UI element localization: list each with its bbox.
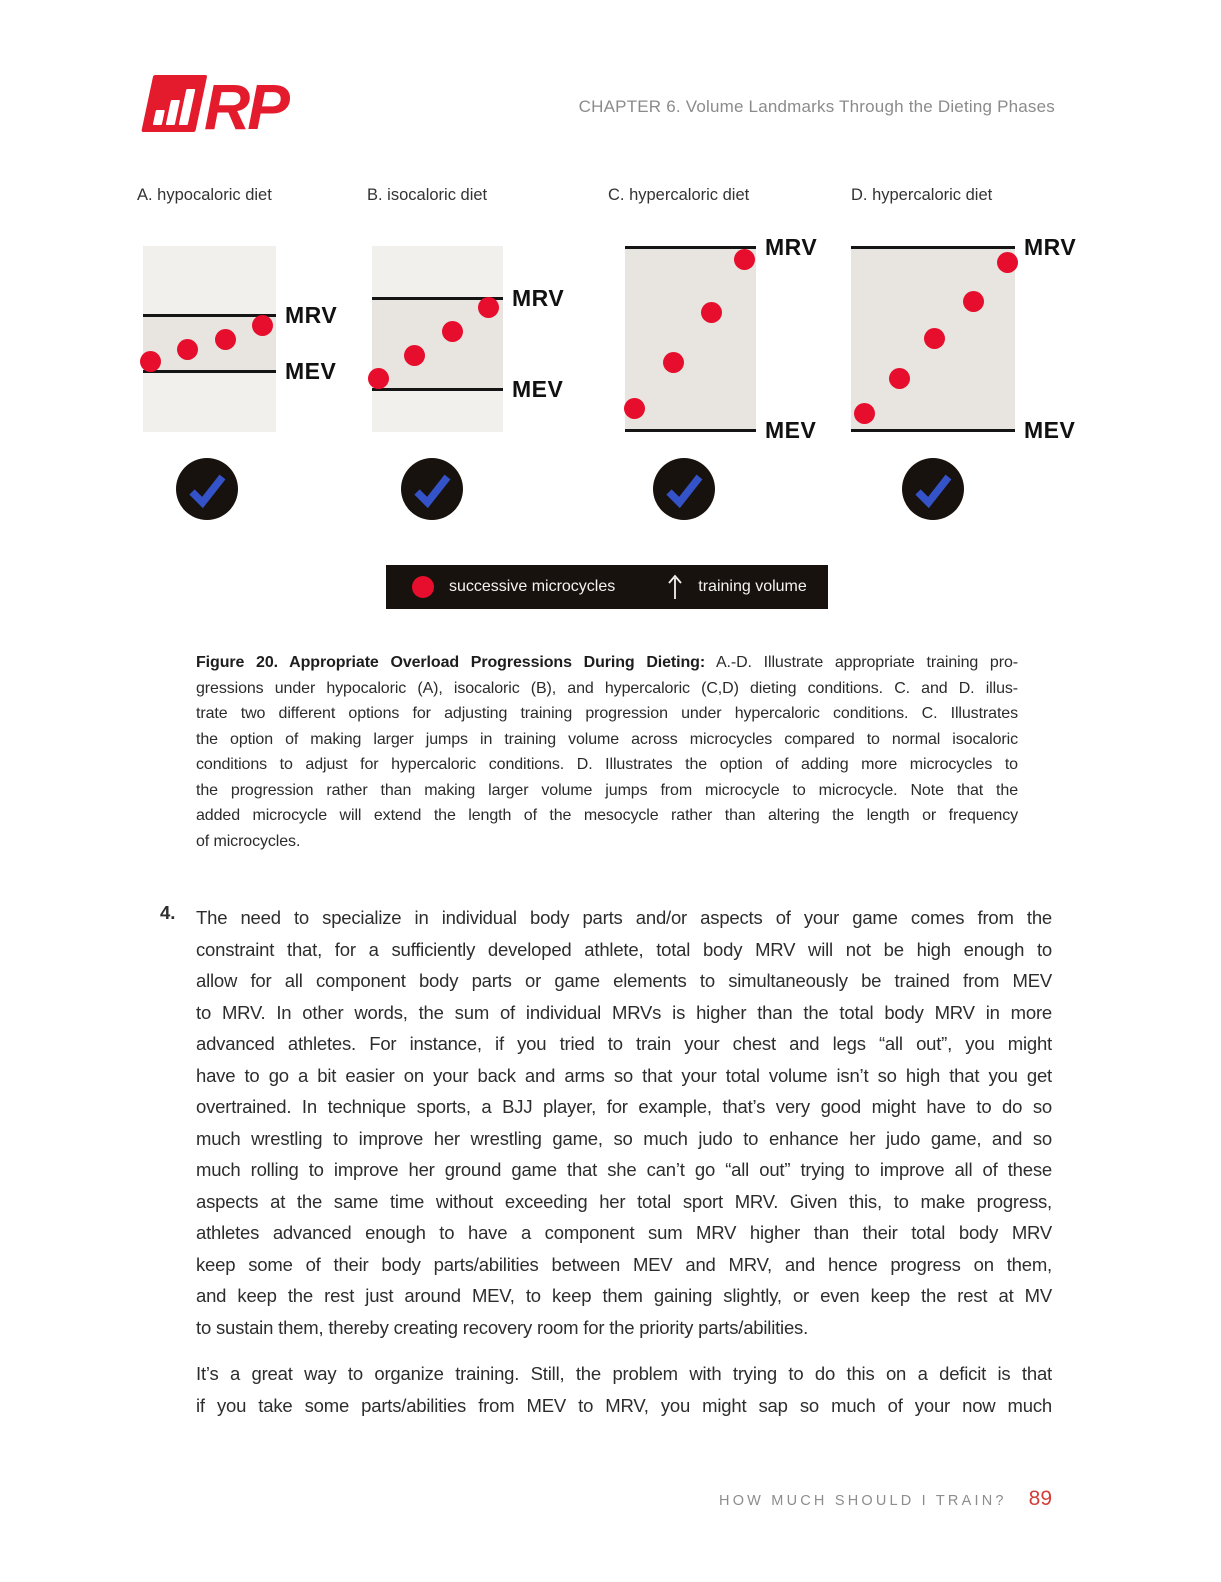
text-line: constraint that, for a sufficiently developed athlete, total body MRV will not be high enough to [196, 938, 1052, 960]
list-item-number: 4. [160, 902, 176, 923]
text-line: the option of making larger jumps in training volume across microcycles compared to normal isocaloric [196, 730, 1018, 748]
red-dot-icon [412, 576, 434, 598]
microcycle-dot [924, 328, 945, 349]
microcycle-dot [963, 291, 984, 312]
text-line: keep some of their body parts/abilities between MEV and MRV, and hence progress on them, [196, 1253, 1052, 1275]
text-line: conditions to adjust for hypercaloric conditions. D. Illustrates the option of adding more microcycles to [196, 756, 1018, 773]
text-line: added microcycle will extend the length of the mesocycle rather than altering the length or frequency [196, 807, 1018, 824]
page-number: 89 [1028, 1487, 1052, 1510]
caption-title: Figure 20. Appropriate Overload Progressions During Dieting: [196, 654, 706, 671]
caption-line [196, 650, 1018, 676]
microcycle-dot [997, 252, 1018, 273]
microcycle-dot [215, 329, 236, 350]
checkmark-icon [176, 458, 238, 520]
microcycle-dot [252, 315, 273, 336]
figure-legend [386, 565, 828, 609]
microcycle-dot [624, 398, 645, 419]
text-line: overtrained. In technique sports, a BJJ player, for example, that’s very good might have to do so [196, 1096, 1052, 1117]
mrv-label: MRV [285, 301, 338, 328]
text-line: athletes advanced enough to have a component sum MRV higher than their total body MRV [196, 1222, 1052, 1243]
text-line: the progression rather than making larger volume jumps from microcycle to microcycle. Note that the [196, 781, 1018, 799]
running-title: HOW MUCH SHOULD I TRAIN? [719, 1493, 1007, 1509]
checkmark-icon [401, 458, 463, 520]
panel-A-label: A. hypocaloric diet [137, 186, 272, 204]
mev-line [625, 429, 756, 432]
mev-label: MEV [512, 376, 564, 403]
microcycle-dot [854, 403, 875, 424]
panel-A-plot [143, 246, 338, 432]
rp-logo-graphic [138, 72, 310, 136]
text-line: It’s a great way to organize training. Still, the problem with trying to do this on a deficit is that [196, 1363, 1052, 1384]
text-line: to sustain them, thereby creating recovery room for the priority parts/abilities. [196, 1316, 809, 1338]
mrv-line [625, 246, 756, 249]
text-line: gressions under hypocaloric (A), isocaloric (B), and hypercaloric (C,D) dieting conditions. C. and D. illus- [196, 679, 1018, 697]
mev-label: MEV [765, 417, 817, 443]
text-line: much rolling to improve her ground game that she can’t go “all out” trying to improve all of these [196, 1159, 1052, 1180]
panel-D-label: D. hypercaloric diet [851, 186, 993, 204]
microcycle-dot [663, 352, 684, 373]
panel-C-plot [625, 234, 818, 443]
mev-line [851, 429, 1015, 432]
microcycle-dot [734, 249, 755, 270]
mev-label: MEV [1024, 417, 1076, 443]
text-line: allow for all component body parts or game elements to simultaneously be trained from MEV [196, 970, 1052, 991]
body-text-column [160, 902, 1052, 1421]
text-line: much wrestling to improve her wrestling game, so much judo to enhance her judo game, and so [196, 1127, 1052, 1149]
text-line: have to go a bit easier on your back and arms so that your total volume isn’t so high that you get [196, 1064, 1052, 1086]
panel-C-label: C. hypercaloric diet [608, 186, 750, 204]
mev-line [143, 370, 276, 373]
mrv-label: MRV [765, 234, 818, 260]
checkmark-icon [653, 458, 715, 520]
legend-dot-label: successive microcycles [449, 578, 616, 595]
text-line: if you take some parts/abilities from MEV to MRV, you might sap so much of your now much [196, 1394, 1052, 1416]
mev-label: MEV [285, 358, 337, 385]
text-line: aspects at the same time without exceeding her total sport MRV. Given this, to make progress, [196, 1190, 1052, 1212]
mrv-line [851, 246, 1015, 249]
caption-text: A.-D. Illustrate appropriate training pro- [705, 654, 1018, 671]
text-line: trate two different options for adjusting training progression under hypercaloric conditions. C. Illustrates [196, 705, 1018, 722]
text-line: to MRV. In other words, the sum of individual MRVs is higher than the total body MRV in more [196, 1001, 1052, 1023]
legend-arrow-label: training volume [698, 578, 807, 595]
paragraph-4 [196, 902, 1052, 1343]
microcycle-dot [701, 302, 722, 323]
figure-caption [196, 650, 1018, 854]
mrv-label: MRV [512, 284, 565, 311]
chapter-header: CHAPTER 6. Volume Landmarks Through the Dieting Phases [578, 97, 1055, 116]
up-arrow-icon [667, 574, 683, 600]
rp-logo-text: RP [204, 72, 287, 136]
page-footer [196, 1487, 1052, 1511]
mev-line [372, 388, 503, 391]
caption-body [196, 676, 1018, 855]
text-line: of microcycles. [196, 832, 301, 850]
microcycle-dot [889, 368, 910, 389]
panel-B-plot [372, 246, 565, 432]
checkmark-icon [902, 458, 964, 520]
paragraph-5 [196, 1358, 1052, 1421]
panel-B-label: B. isocaloric diet [367, 186, 488, 204]
text-line: The need to specialize in individual body parts and/or aspects of your game comes from the [196, 907, 1052, 928]
panel-D-plot [851, 234, 1077, 443]
text-line: advanced athletes. For instance, if you tried to train your chest and legs “all out”, you might [196, 1033, 1052, 1054]
text-line: and keep the rest just around MEV, to keep them gaining slightly, or even keep the rest at MV [196, 1285, 1052, 1306]
rp-logo [138, 72, 310, 141]
mrv-label: MRV [1024, 234, 1077, 260]
